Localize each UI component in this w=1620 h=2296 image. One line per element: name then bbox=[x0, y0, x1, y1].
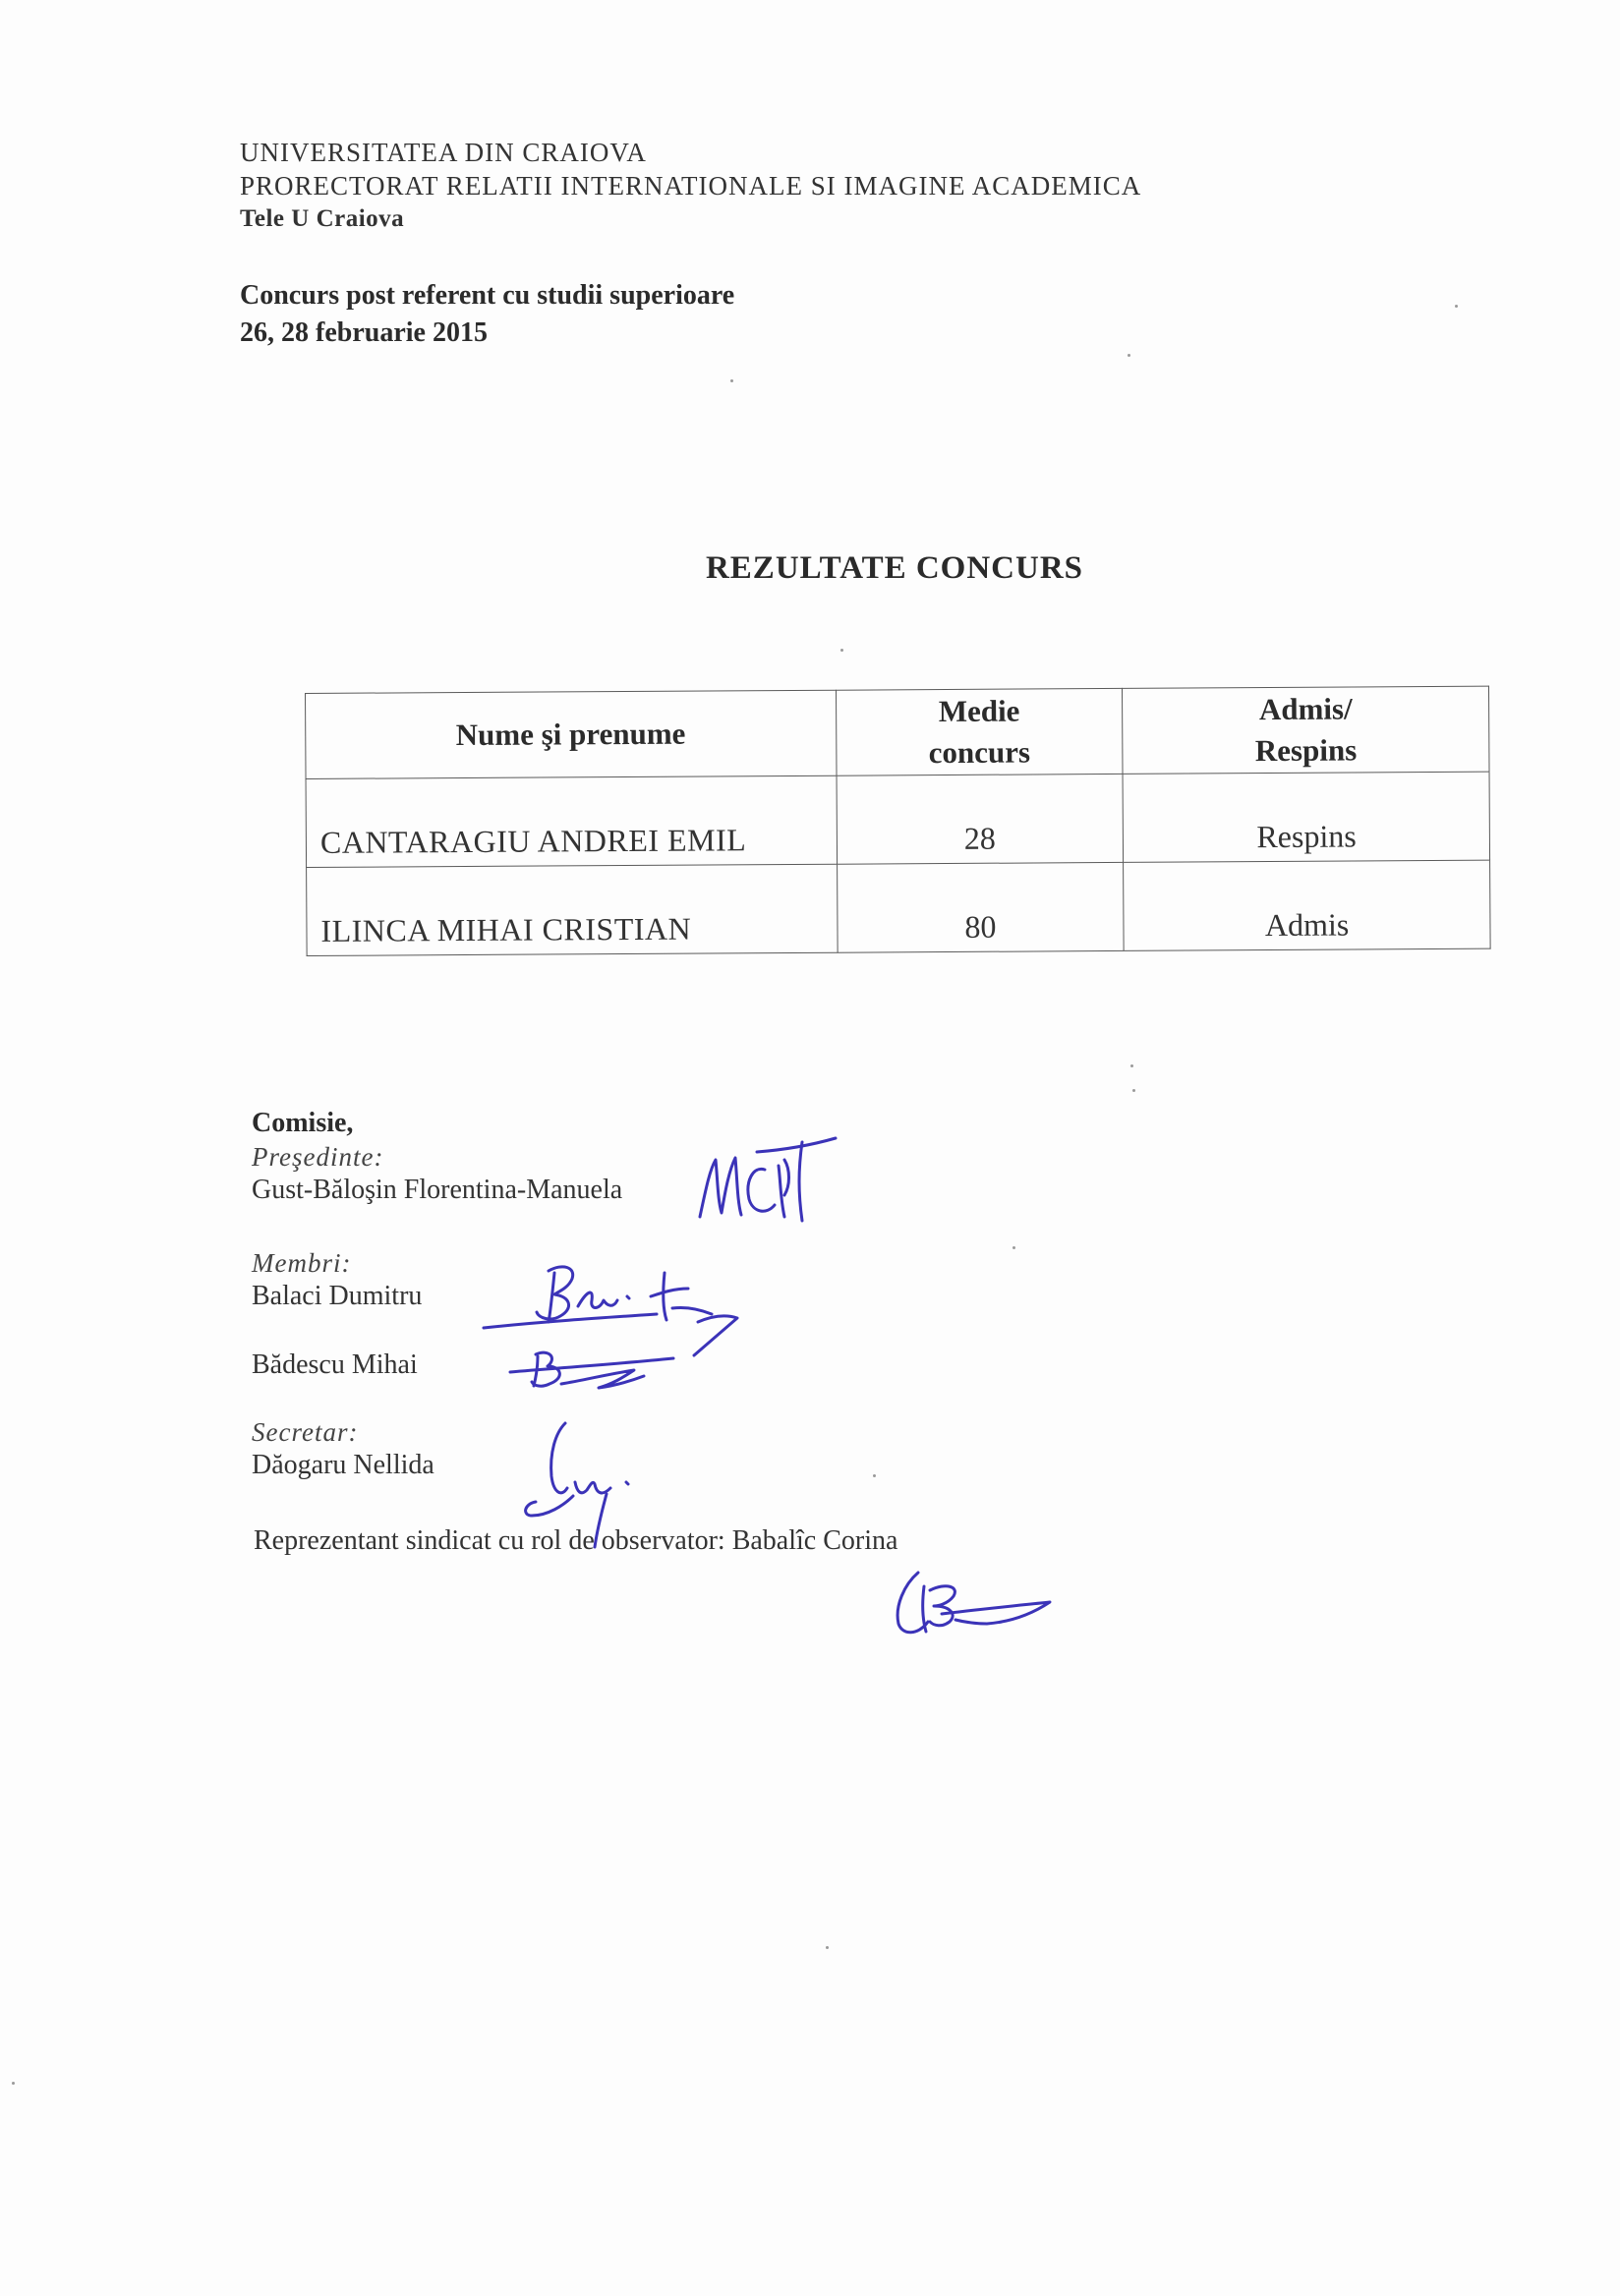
member-signature bbox=[506, 1345, 683, 1404]
document-header bbox=[240, 136, 1419, 236]
member-name: Bădescu Mihai bbox=[252, 1349, 418, 1380]
scan-speck bbox=[1455, 305, 1458, 308]
header-admis-line1: Admis/ bbox=[1258, 691, 1353, 727]
secretary-role: Secretar: bbox=[252, 1417, 359, 1447]
candidate-name: ILINCA MIHAI CRISTIAN bbox=[307, 864, 838, 955]
header-admis-line2: Respins bbox=[1254, 732, 1358, 769]
table-header-row bbox=[306, 686, 1490, 778]
contest-info bbox=[240, 277, 1125, 352]
table-row bbox=[306, 772, 1490, 867]
candidate-result: Admis bbox=[1124, 860, 1490, 950]
candidate-name: CANTARAGIU ANDREI EMIL bbox=[306, 775, 837, 867]
candidate-score: 80 bbox=[837, 862, 1124, 952]
scan-speck bbox=[1130, 1064, 1133, 1067]
secretary-name: Dăogaru Nellida bbox=[252, 1450, 434, 1480]
university-name: UNIVERSITATEA DIN CRAIOVA bbox=[240, 138, 647, 167]
contest-name: Concurs post referent cu studii superioare bbox=[240, 280, 735, 311]
contest-dates: 26, 28 februarie 2015 bbox=[240, 317, 488, 348]
candidate-score: 28 bbox=[837, 774, 1124, 864]
results-table bbox=[305, 686, 1491, 956]
scan-speck bbox=[1012, 1246, 1015, 1249]
observer-line: Reprezentant sindicat cu rol de observator: Babalîc Corina bbox=[254, 1525, 898, 1556]
president-name: Gust-Băloşin Florentina-Manuela bbox=[252, 1175, 623, 1205]
scan-speck bbox=[730, 379, 733, 382]
candidate-result: Respins bbox=[1123, 772, 1489, 862]
table-row bbox=[307, 860, 1491, 955]
header-medie-line1: Medie bbox=[938, 693, 1020, 729]
member-name: Balaci Dumitru bbox=[252, 1281, 423, 1311]
header-admis bbox=[1123, 686, 1489, 774]
header-medie-line2: concurs bbox=[928, 734, 1031, 771]
header-medie bbox=[836, 688, 1123, 775]
scan-speck bbox=[826, 1946, 829, 1949]
members-role: Membri: bbox=[252, 1248, 352, 1278]
scan-speck bbox=[12, 2082, 15, 2085]
scan-speck bbox=[1128, 354, 1130, 357]
president-signature bbox=[688, 1130, 845, 1229]
scan-speck bbox=[873, 1474, 876, 1477]
scan-speck bbox=[1132, 1089, 1135, 1092]
scan-speck bbox=[840, 649, 843, 652]
header-name-label: Nume şi prenume bbox=[455, 716, 686, 753]
unit-name: Tele U Craiova bbox=[240, 205, 405, 232]
president-role: Preşedinte: bbox=[252, 1142, 384, 1172]
department-name: PRORECTORAT RELATII INTERNATIONALE SI IMAGINE ACADEMICA bbox=[240, 171, 1142, 201]
page-title: REZULTATE CONCURS bbox=[705, 550, 1084, 586]
header-name bbox=[306, 690, 837, 778]
commission-title: Comisie, bbox=[252, 1108, 354, 1138]
secretary-signature bbox=[496, 1413, 654, 1551]
observer-signature bbox=[885, 1563, 1062, 1641]
